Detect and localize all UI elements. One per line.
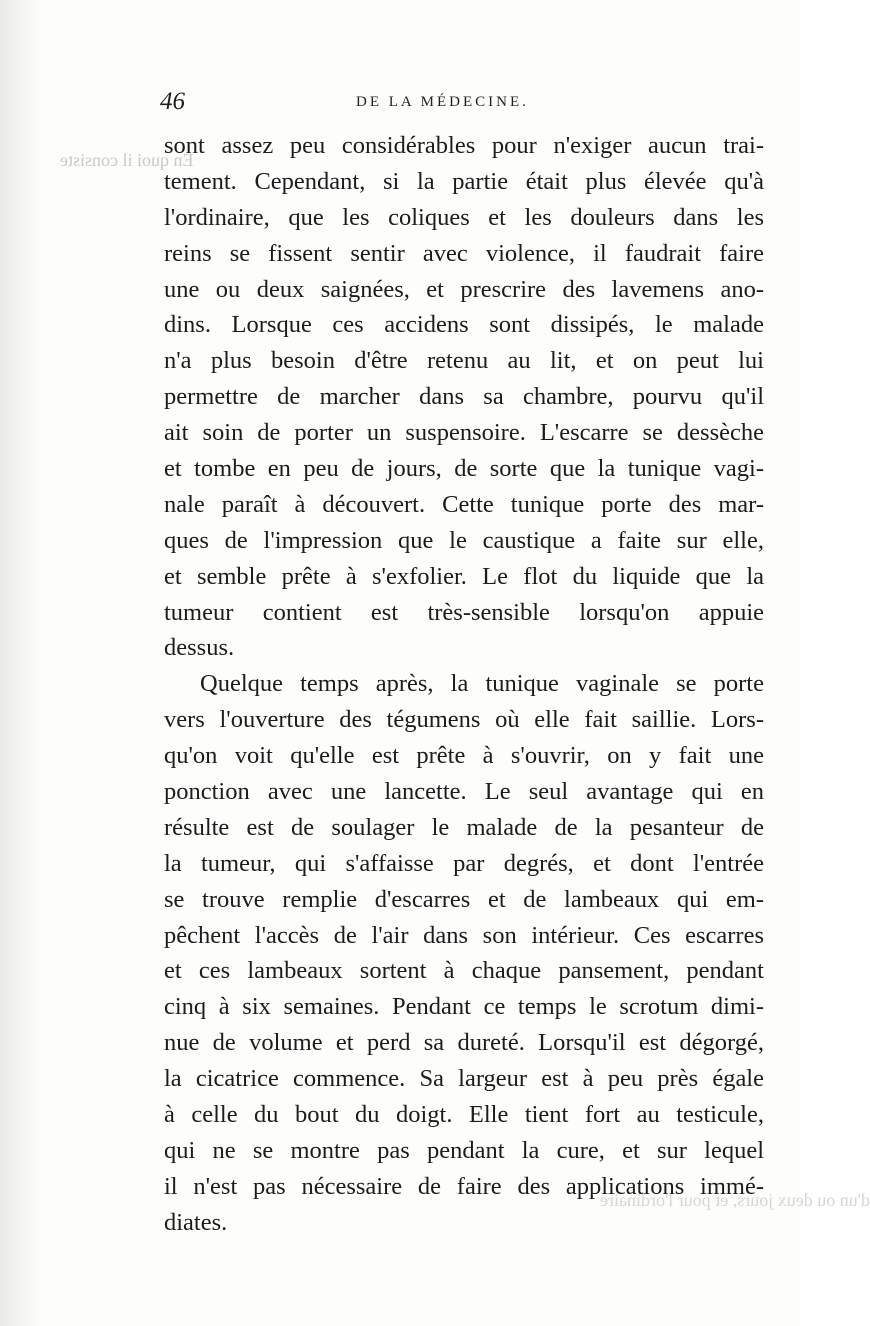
text-line: vers l'ouverture des tégumens où elle fait saillie. Lors- bbox=[164, 706, 764, 734]
text-line: la tumeur, qui s'affaisse par degrés, et dont l'entrée bbox=[164, 849, 764, 877]
text-line: et tombe en peu de jours, de sorte que la tunique vagi- bbox=[164, 455, 764, 483]
text-line: tumeur contient est très-sensible lorsqu'on appuie bbox=[164, 598, 764, 626]
text-line: Quelque temps après, la tunique vaginale se porte bbox=[200, 670, 764, 698]
text-line: à celle du bout du doigt. Elle tient fort au testicule, bbox=[164, 1101, 764, 1129]
text-line: ponction avec une lancette. Le seul avantage qui en bbox=[164, 778, 764, 806]
text-line: permettre de marcher dans sa chambre, pourvu qu'il bbox=[164, 383, 764, 411]
running-head: DE LA MÉDECINE. bbox=[356, 94, 529, 110]
text-line: dins. Lorsque ces accidens sont dissipés, le malade bbox=[164, 311, 764, 339]
text-line: tement. Cependant, si la partie était plus élevée qu'à bbox=[164, 167, 764, 195]
text-line: diates. bbox=[164, 1208, 228, 1236]
text-line: l'ordinaire, que les coliques et les douleurs dans les bbox=[164, 203, 764, 231]
text-line: et ces lambeaux sortent à chaque pansement, pendant bbox=[164, 957, 764, 985]
gutter-shadow bbox=[0, 0, 40, 1326]
bleed-through-text: d'un ou deux jours, et pour l'ordinaire bbox=[600, 1190, 870, 1210]
text-line: se trouve remplie d'escarres et de lambeaux qui em- bbox=[164, 885, 764, 913]
bleed-through-text: En quoi il consiste bbox=[60, 150, 194, 170]
text-line: nue de volume et perd sa dureté. Lorsqu'il est dégorgé, bbox=[164, 1029, 764, 1057]
text-line: qu'on voit qu'elle est prête à s'ouvrir, on y fait une bbox=[164, 742, 764, 770]
text-line: sont assez peu considérables pour n'exiger aucun trai- bbox=[164, 132, 764, 159]
text-line: qui ne se montre pas pendant la cure, et sur lequel bbox=[164, 1136, 764, 1164]
text-line: la cicatrice commence. Sa largeur est à peu près égale bbox=[164, 1065, 764, 1093]
text-line: une ou deux saignées, et prescrire des lavemens ano- bbox=[164, 275, 764, 303]
text-line: il n'est pas nécessaire de faire des applications immé- bbox=[164, 1172, 764, 1200]
paragraph-1 bbox=[164, 128, 764, 666]
text-line: dessus. bbox=[164, 634, 235, 662]
text-line: n'a plus besoin d'être retenu au lit, et on peut lui bbox=[164, 347, 764, 375]
text-line: cinq à six semaines. Pendant ce temps le scrotum dimi- bbox=[164, 993, 764, 1021]
text-line: reins se fissent sentir avec violence, il faudrait faire bbox=[164, 239, 764, 267]
page-number: 46 bbox=[160, 88, 185, 115]
text-line: et semble prête à s'exfolier. Le flot du liquide que la bbox=[164, 562, 764, 590]
text-line: ait soin de porter un suspensoire. L'escarre se dessèche bbox=[164, 419, 764, 447]
text-line: pêchent l'accès de l'air dans son intérieur. Ces escarres bbox=[164, 921, 764, 949]
paragraph-2 bbox=[164, 666, 764, 1240]
text-line: nale paraît à découvert. Cette tunique porte des mar- bbox=[164, 490, 764, 518]
page-header bbox=[160, 90, 768, 120]
text-line: résulte est de soulager le malade de la pesanteur de bbox=[164, 813, 764, 841]
body-text bbox=[164, 128, 764, 1241]
text-line: ques de l'impression que le caustique a faite sur elle, bbox=[164, 526, 764, 554]
